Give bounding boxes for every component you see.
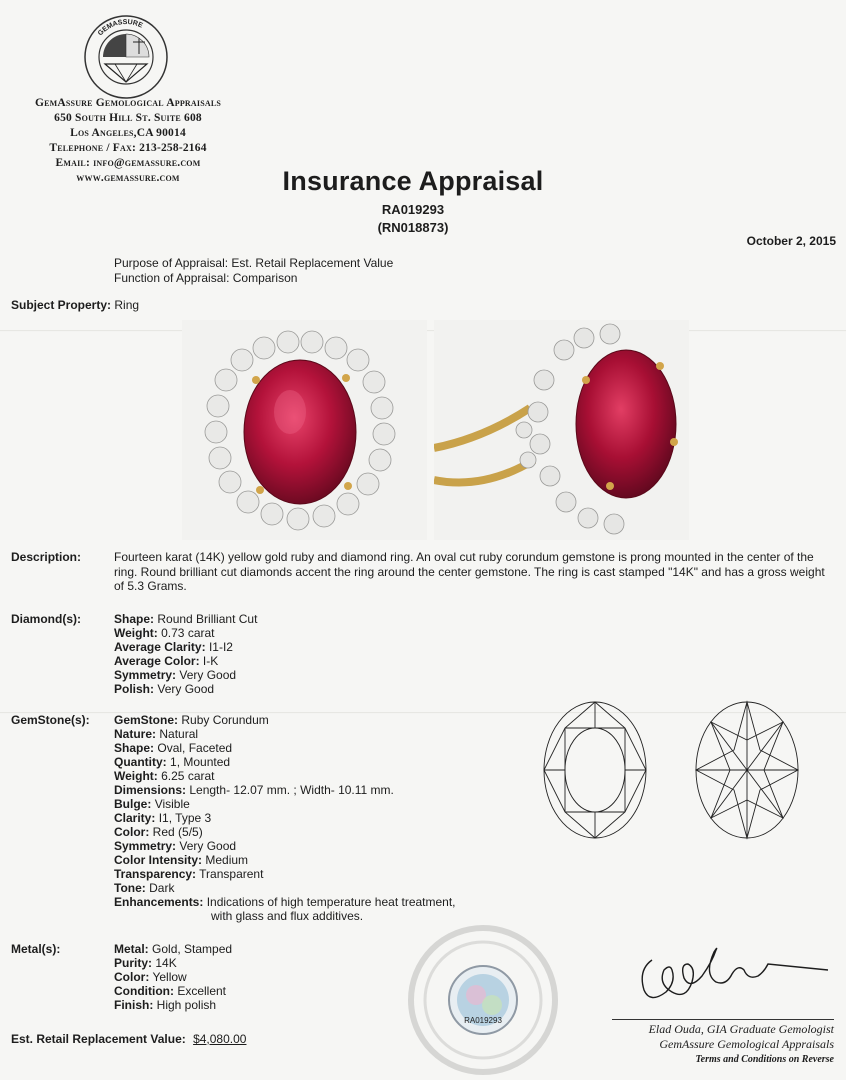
gem-tone: Tone: Dark [114,881,175,895]
gem-clarity: Clarity: I1, Type 3 [114,811,212,825]
gem-color: Color: Red (5/5) [114,825,203,839]
company-line: GemAssure Gemological Appraisals [34,97,222,109]
diamonds-label: Diamond(s): [11,612,81,626]
rn-number: (RN018873) [377,220,449,235]
diamond-polish: Polish: Very Good [114,682,215,696]
gem-bulge: Bulge: Visible [114,797,190,811]
description-text: Fourteen karat (14K) yellow gold ruby and diamond ring. An oval cut ruby corundum gemstone is prong mounted in the center of the ring. Round brilliant cut diamonds accent the ring around the center gemstone. The ring is cast stamped "14K" and has a gross weight of 5.3 Grams. [114,550,825,593]
value-amount: $4,080.00 [193,1032,247,1046]
metals-details [114,942,232,1012]
seal-ref: RA019293 [464,1016,502,1025]
oval-crown-diagram-icon [542,700,648,840]
subject-label: Subject Property: [11,298,112,312]
gem-nature: Nature: Natural [114,727,199,741]
metal-condition: Condition: Excellent [114,984,227,998]
signature-line [612,1019,834,1020]
purpose-line: Purpose of Appraisal: Est. Retail Replacement Value [114,256,394,270]
document-title: Insurance Appraisal [282,166,544,196]
gemassure-logo-icon [83,14,169,100]
diamond-color: Average Color: I-K [114,654,219,668]
appraiser-company: GemAssure Gemological Appraisals [659,1037,834,1051]
company-line: Los Angeles,CA 90014 [70,127,186,139]
gemstone-details [114,713,456,923]
appraisal-date: October 2, 2015 [746,234,836,248]
diamond-clarity: Average Clarity: I1-I2 [114,640,233,654]
oval-pavilion-diagram-icon [694,700,800,840]
diamond-shape: Shape: Round Brilliant Cut [114,612,258,626]
terms-note: Terms and Conditions on Reverse [695,1054,834,1065]
svg-text:GEMASSURE: GEMASSURE [96,18,144,38]
metal-type: Metal: Gold, Stamped [114,942,233,956]
gem-enhancements-cont: with glass and flux additives. [211,909,364,923]
gem-transparency: Transparency: Transparent [114,867,264,881]
gem-enhancements: Enhancements: Indications of high temperature heat treatment, [114,895,456,909]
gem-quantity: Quantity: 1, Mounted [114,755,231,769]
metal-purity: Purity: 14K [114,956,177,970]
gem-weight: Weight: 6.25 carat [114,769,215,783]
gem-type: GemStone: Ruby Corundum [114,713,269,727]
company-line: 650 South Hill St. Suite 608 [54,112,202,124]
subject-property [11,298,139,312]
ring-photo-side [434,320,689,540]
company-line: Email: info@gemassure.com [55,157,201,169]
gem-symmetry: Symmetry: Very Good [114,839,237,853]
diamonds-details [114,612,257,696]
value-label: Est. Retail Replacement Value: [11,1032,186,1046]
diamond-symmetry: Symmetry: Very Good [114,668,237,682]
diamond-weight: Weight: 0.73 carat [114,626,215,640]
company-line: Telephone / Fax: 213-258-2164 [49,142,207,154]
function-line: Function of Appraisal: Comparison [114,271,298,285]
metals-label: Metal(s): [11,942,61,956]
signature-icon [630,940,830,1010]
gem-color-intensity: Color Intensity: Medium [114,853,249,867]
subject-value: Ring [114,298,140,312]
description-label: Description: [11,550,82,564]
ring-photo-top [182,320,427,540]
gemstone-label: GemStone(s): [11,713,90,727]
signature-block [612,1022,834,1067]
metal-color: Color: Yellow [114,970,187,984]
appraiser-name: Elad Ouda, GIA Graduate Gemologist [648,1022,834,1036]
gem-shape: Shape: Oval, Faceted [114,741,233,755]
appraisal-number: RA019293 [381,202,445,217]
gem-dimensions: Dimensions: Length- 12.07 mm. ; Width- 10.11 mm. [114,783,394,797]
company-line: www.gemassure.com [76,172,180,184]
replacement-value [11,1032,246,1046]
hologram-seal-icon [408,925,558,1075]
metal-finish: Finish: High polish [114,998,217,1012]
purpose-block [114,256,393,286]
